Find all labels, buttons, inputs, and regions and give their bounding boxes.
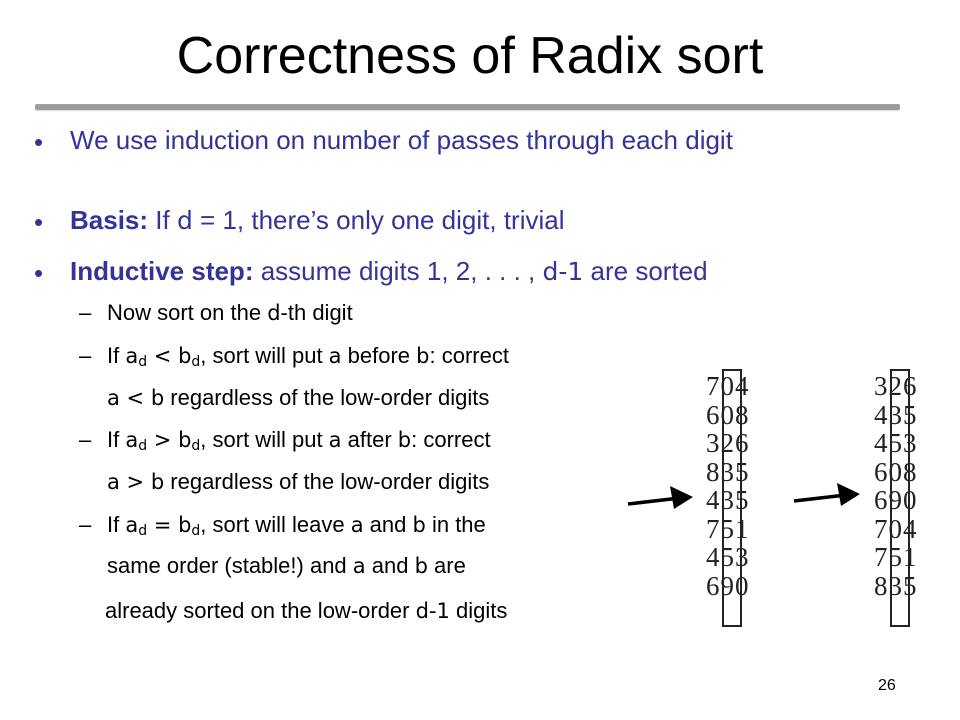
bullet-marker: •	[34, 207, 44, 237]
var-a: a	[328, 428, 342, 452]
sub-text: -th digit	[280, 300, 353, 325]
sub-dash: –	[79, 300, 92, 325]
number-row: 690	[706, 570, 750, 601]
number-row: 435	[706, 485, 750, 515]
sub-text: : correct	[411, 427, 491, 452]
sub-dash: –	[79, 427, 92, 452]
number-row: 608	[706, 399, 750, 430]
sub-text: and	[363, 512, 413, 537]
number-row: 326	[874, 371, 918, 401]
sub-text: Now sort on the	[107, 300, 268, 325]
var-a: a	[125, 428, 139, 452]
var-a: a	[125, 513, 139, 537]
sub-text: , sort will put	[200, 427, 329, 452]
var-b: b	[414, 554, 428, 578]
number-row: 751	[706, 513, 750, 544]
sub-text: after	[341, 427, 398, 452]
bullet-marker: •	[34, 127, 44, 157]
var-b: b	[397, 428, 412, 452]
sub-text: If	[107, 512, 126, 537]
var-d: d	[176, 206, 193, 235]
sub-text: regardless of the low-order digits	[164, 469, 490, 494]
number-row: 690	[874, 485, 918, 515]
sub-dash: –	[79, 343, 92, 368]
number-row: 435	[874, 399, 918, 430]
var-b: b	[178, 513, 192, 537]
sub-text: digits	[449, 598, 508, 623]
sub-text: regardless of the low-order digits	[164, 385, 490, 410]
inductive-text-a: assume digits 1, 2, . . . ,	[253, 256, 543, 286]
subscript-d: d	[138, 523, 148, 539]
operator: =	[147, 513, 179, 537]
var-d-minus-1: d-1	[542, 257, 584, 286]
sub-text: If	[107, 427, 126, 452]
var-d-minus-1: d-1	[415, 599, 450, 623]
sub-text: : correct	[429, 343, 509, 368]
basis-text-b: = 1, there’s only one digit, trivial	[192, 205, 565, 235]
sub-text: and	[365, 553, 415, 578]
subscript-d: d	[138, 438, 148, 454]
sub-text: in the	[425, 512, 486, 537]
sub-text: before	[341, 343, 417, 368]
bullet-text: We use induction on number of passes through each digit	[70, 125, 733, 155]
digits-column-before	[706, 372, 750, 600]
bullet-marker: •	[34, 258, 44, 288]
basis-text-a: If	[148, 205, 177, 235]
var-a: a	[352, 554, 366, 578]
digits-column-after	[874, 372, 918, 600]
number-row: 751	[874, 542, 918, 572]
number-row: 704	[874, 513, 918, 544]
arrow-right-icon	[628, 486, 693, 509]
page-number: 26	[878, 677, 896, 694]
operator: <	[147, 344, 179, 368]
operator: >	[147, 428, 179, 452]
subscript-d: d	[191, 354, 201, 370]
var-b: b	[178, 428, 192, 452]
var-b: b	[412, 513, 426, 537]
number-row: 453	[706, 542, 750, 572]
sub-text: same order (stable!) and	[107, 553, 353, 578]
slide-title: Correctness of Radix sort	[176, 27, 764, 85]
var-b: b	[178, 344, 192, 368]
arrow-right-icon	[794, 483, 860, 506]
number-row: 608	[874, 456, 918, 487]
sub-text: are	[427, 553, 466, 578]
expr-a-less-b: a < b	[107, 386, 165, 410]
var-b: b	[416, 344, 430, 368]
subscript-d: d	[191, 523, 201, 539]
var-a: a	[328, 344, 342, 368]
sub-text: already sorted on the low-order	[105, 598, 416, 623]
number-row: 704	[706, 371, 750, 401]
inductive-text-b: are sorted	[583, 256, 708, 286]
subscript-d: d	[138, 354, 148, 370]
subscript-d: d	[191, 438, 201, 454]
sub-text: If	[107, 343, 126, 368]
expr-a-greater-b: a > b	[107, 470, 165, 494]
number-row: 326	[706, 428, 750, 458]
sub-text: , sort will leave	[200, 512, 351, 537]
var-d: d	[267, 301, 281, 325]
var-a: a	[125, 344, 139, 368]
number-row: 453	[874, 428, 918, 458]
inductive-label: Inductive step:	[70, 256, 254, 286]
sub-dash: –	[79, 512, 92, 537]
sub-text: , sort will put	[200, 343, 329, 368]
number-row: 835	[874, 570, 918, 601]
var-a: a	[350, 513, 364, 537]
number-row: 835	[706, 456, 750, 487]
basis-label: Basis:	[70, 205, 149, 235]
